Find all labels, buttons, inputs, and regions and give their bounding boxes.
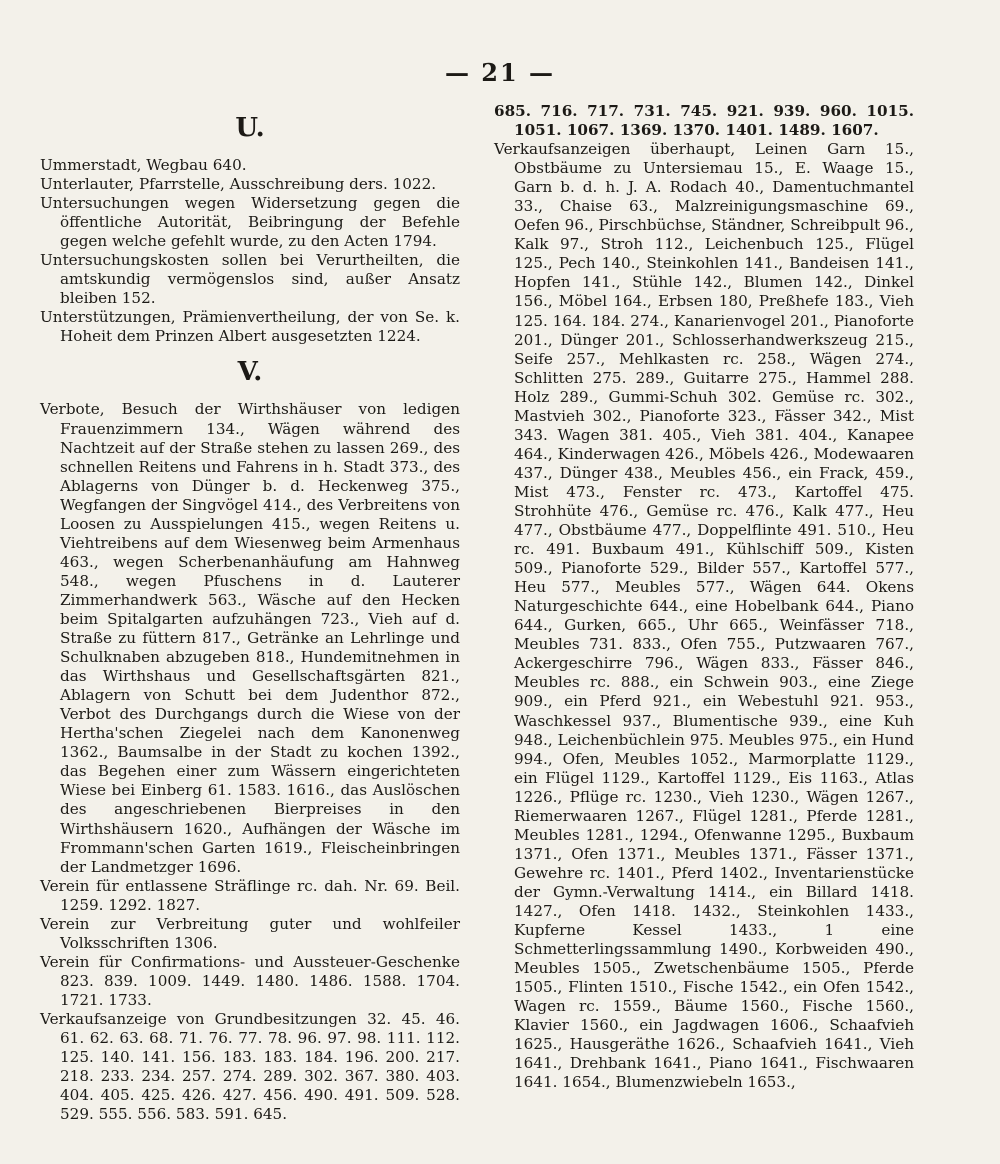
- index-entry: Verbote, Besuch der Wirthshäuser von ledigen Frauenzimmern 134., Wägen während des Nachtzeit auf der Straße stehen zu lassen 269., des schnellen Reitens und Fahrens in h. Stadt 373., des Ablagerns von Dünger b. d. Heckenweg 375., Wegfangen der Singvögel 414., des Verbreitens von Loosen zu Ausspielungen 415., wegen Reitens u. Viehtreibens auf dem Wiesenweg beim Armenhaus 463., wegen Scherbenanhäufung am Hahnweg 548., wegen Pfuschens in d. Lauterer Zimmerhandwerk 563., Wäsche auf den Hecken beim Spitalgarten aufzuhängen 723., Vieh auf d. Straße zu füttern 817., Getränke an Lehrlinge und Schulknaben abzugeben 818., Hundemitnehmen in das Wirthshaus und Gesellschaftsgärten 821., Ablagern von Schutt bei dem Judenthor 872., Verbot des Durchgangs durch die Wiese von der Hertha'schen Ziegelei nach dem Kanonenweg 1362., Baumsalbe in der Stadt zu kochen 1392., das Begehen einer zum Wässern eingerichteten Wiese bei Einberg 61. 1583. 1616., das Auslöschen des angeschriebenen Bierpreises in den Wirthshäusern 1620., Aufhängen der Wäsche im Frommann'schen Garten 1619., Fleischeinbringen der Landmetzger 1696.: [40, 400, 460, 876]
- section-letter-v: V.: [237, 357, 263, 388]
- index-entry: Verkaufsanzeigen überhaupt, Leinen Garn 15., Obstbäume zu Untersiemau 15., E. Waage 15., Garn b. d. h. J. A. Rodach 40., Damentuchmantel 33., Chaise 63., Malzreinigungsmaschine 69., Oefen 96., Pirschbüchse, Ständner, Schreibpult 96., Kalk 97., Stroh 112., Leichenbuch 125., Flügel 125., Pech 140., Steinkohlen 141., Bandeisen 141., Hopfen 141., Stühle 142., Blumen 142., Dinkel 156., Möbel 164., Erbsen 180, Preßhefe 183., Vieh 125. 164. 184. 274., Kanarienvogel 201., Pianoforte 201., Dünger 201., Schlosserhandwerkszeug 215., Seife 257., Mehlkasten rc. 258., Wägen 274., Schlitten 275. 289., Guitarre 275., Hammel 288. Holz 289., Gummi-Schuh 302. Gemüse rc. 302., Mastvieh 302., Pianoforte 323., Fässer 342., Mist 343. Wagen 381. 405., Vieh 381. 404., Kanapee 464., Kinderwagen 426., Möbels 426., Modewaaren 437., Dünger 438., Meubles 456., ein Frack, 459., Mist 473., Fenster rc. 473., Kartoffel 475. Strohhüte 476., Gemüse rc. 476., Kalk 477., Heu 477., Obstbäume 477., Doppelflinte 491. 510., Heu rc. 491. Buxbaum 491., Kühlschiff 509., Kisten 509., Pianoforte 529., Bilder 557., Kartoffel 577., Heu 577., Meubles 577., Wägen 644. Okens Naturgeschichte 644., eine Hobelbank 644., Piano 644., Gurken, 665., Uhr 665., Weinfässer 718., Meubles 731. 833., Ofen 755., Putzwaaren 767., Ackergeschirre 796., Wägen 833., Fässer 846., Meubles rc. 888., ein Schwein 903., eine Ziege 909., ein Pferd 921., ein Webestuhl 921. 953., Waschkessel 937., Blumentische 939., eine Kuh 948., Leichenbüchlein 975. Meubles 975., ein Hund 994., Ofen, Meubles 1052., Marmorplatte 1129., ein Flügel 1129., Kartoffel 1129., Eis 1163., Atlas 1226., Pflüge rc. 1230., Vieh 1230., Wägen 1267., Riemerwaaren 1267., Flügel 1281., Pferde 1281., Meubles 1281., 1294., Ofenwanne 1295., Buxbaum 1371., Ofen 1371., Meubles 1371., Fässer 1371., Gewehre rc. 1401., Pferd 1402., Inventarienstücke der Gymn.-Verwaltung 1414., ein Billard 1418. 1427., Ofen 1418. 1432., Steinkohlen 1433., Kupferne Kessel 1433., 1 eine Schmetterlingssammlung 1490., Korbweiden 490., Meubles 1505., Zwetschenbäume 1505., Pferde 1505., Flinten 1510., Fische 1542., ein Ofen 1542., Wagen rc. 1559., Bäume 1560., Fische 1560., Klavier 1560., ein Jagdwagen 1606., Schaafvieh 1625., Hausgeräthe 1626., Schaafvieh 1641., Vieh 1641., Drehbank 1641., Piano 1641., Fischwaaren 1641. 1654., Blumenzwiebeln 1653.,: [494, 140, 914, 1092]
- index-entry: Untersuchungen wegen Widersetzung gegen die öffentliche Autorität, Beibringung der Befehle gegen welche gefehlt wurde, zu den Acten 1794.: [40, 194, 460, 251]
- index-entry: Verein für entlassene Sträflinge rc. dah. Nr. 69. Beil. 1259. 1292. 1827.: [40, 876, 460, 914]
- index-entry: Unterstützungen, Prämienvertheilung, der von Se. k. Hoheit dem Prinzen Albert ausgesetzten 1224.: [40, 308, 460, 346]
- index-entry: Verein zur Verbreitung guter und wohlfeiler Volksschriften 1306.: [40, 914, 460, 952]
- index-entry: Untersuchungskosten sollen bei Verurtheilten, die amtskundig vermögenslos sind, außer Ansatz bleiben 152.: [40, 251, 460, 308]
- index-entry: Verkaufsanzeige von Grundbesitzungen 32. 45. 46. 61. 62. 63. 68. 71. 76. 77. 78. 96. 97. 98. 111. 112. 125. 140. 141. 156. 183. 183. 184. 196. 200. 217. 218. 233. 234. 257. 274. 289. 302. 367. 380. 403. 404. 405. 425. 426. 427. 456. 490. 491. 509. 528. 529. 555. 556. 583. 591. 645.: [40, 1009, 460, 1124]
- left-column: [40, 100, 460, 1124]
- index-entry: Unterlauter, Pfarrstelle, Ausschreibung ders. 1022.: [40, 175, 437, 194]
- right-column: [494, 102, 914, 1092]
- index-entry: Ummerstadt, Wegbau 640.: [40, 156, 247, 174]
- index-entry-continuation: 685. 716. 717. 731. 745. 921. 939. 960. 1015. 1051. 1067. 1369. 1370. 1401. 1489. 1607.: [494, 102, 914, 140]
- section-letter-u: U.: [235, 113, 265, 143]
- index-entry: Verein für Confirmations- und Aussteuer-Geschenke 823. 839. 1009. 1449. 1480. 1486. 1588. 1704. 1721. 1733.: [40, 952, 460, 1009]
- page-number: — 21 —: [444, 58, 556, 87]
